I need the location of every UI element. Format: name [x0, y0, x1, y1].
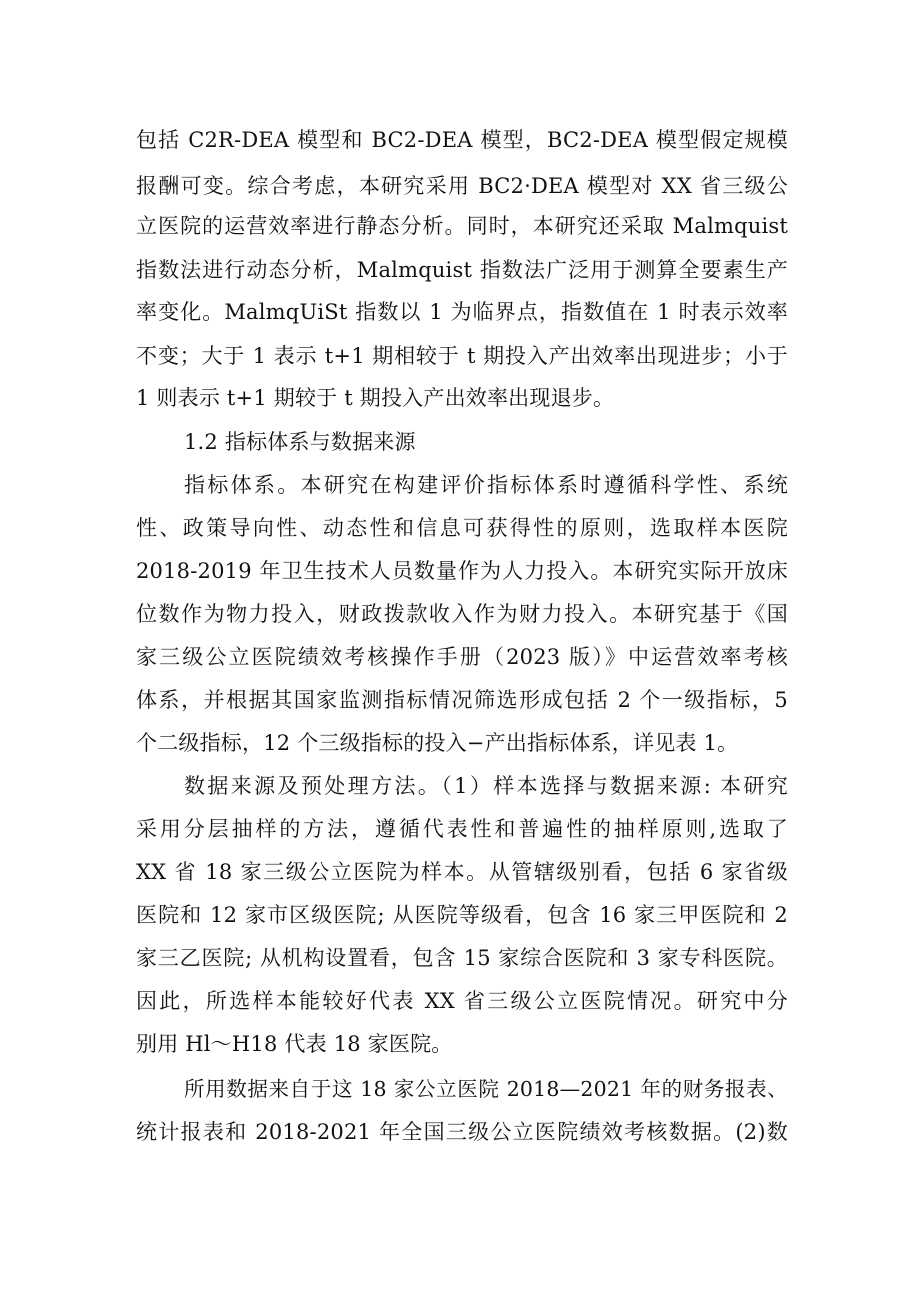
- text-line: 1 则表示 t+1 期较于 t 期投入产出效率出现退步。: [136, 386, 615, 410]
- text-line: 体系，并根据其国家监测指标情况筛选形成包括 2 个一级指标，5: [136, 688, 788, 712]
- text-line: 性、政策导向性、动态性和信息可获得性的原则，选取样本医院: [136, 516, 788, 540]
- text-line: 2018-2019 年卫生技术人员数量作为人力投入。本研究实际开放床: [136, 559, 788, 583]
- text-line: 家三级公立医院绩效考核操作手册（2023 版）》中运营效率考核: [136, 645, 788, 669]
- text-line: 包括 C2R-DEA 模型和 BC2-DEA 模型，BC2-DEA 模型假定规模: [136, 128, 788, 152]
- section-heading: 1.2 指标体系与数据来源: [184, 430, 416, 454]
- text-line: 个二级指标，12 个三级指标的投入−产出指标体系，详见表 1。: [136, 731, 739, 755]
- text-line: 率变化。MalmqUiSt 指数以 1 为临界点，指数值在 1 时表示效率: [136, 300, 788, 324]
- text-line: 所用数据来自于这 18 家公立医院 2018—2021 年的财务报表、: [184, 1077, 788, 1101]
- text-line: 报酬可变。综合考虑，本研究采用 BC2·DEA 模型对 XX 省三级公: [136, 174, 788, 198]
- text-line: 位数作为物力投入，财政拨款收入作为财力投入。本研究基于《国: [136, 602, 788, 626]
- text-line: 数据来源及预处理方法。（1）样本选择与数据来源: 本研究: [184, 774, 788, 798]
- text-line: 立医院的运营效率进行静态分析。同时，本研究还采取 Malmquist: [136, 214, 788, 238]
- text-line: 不变；大于 1 表示 t+1 期相较于 t 期投入产出效率出现进步；小于: [136, 344, 788, 368]
- text-line: 统计报表和 2018-2021 年全国三级公立医院绩效考核数据。(2)数: [136, 1120, 788, 1144]
- text-line: 别用 Hl〜H18 代表 18 家医院。: [136, 1032, 453, 1056]
- text-line: 指数法进行动态分析，Malmquist 指数法广泛用于测算全要素生产: [136, 258, 788, 282]
- text-line: 指标体系。本研究在构建评价指标体系时遵循科学性、系统: [184, 473, 788, 497]
- text-line: 医院和 12 家市区级医院; 从医院等级看，包含 16 家三甲医院和 2: [136, 903, 788, 927]
- text-line: 家三乙医院; 从机构设置看，包含 15 家综合医院和 3 家专科医院。: [136, 946, 788, 970]
- text-line: XX 省 18 家三级公立医院为样本。从管辖级别看，包括 6 家省级: [136, 860, 788, 884]
- text-line: 采用分层抽样的方法，遵循代表性和普遍性的抽样原则,选取了: [136, 817, 788, 841]
- text-line: 因此，所选样本能较好代表 XX 省三级公立医院情况。研究中分: [136, 989, 788, 1013]
